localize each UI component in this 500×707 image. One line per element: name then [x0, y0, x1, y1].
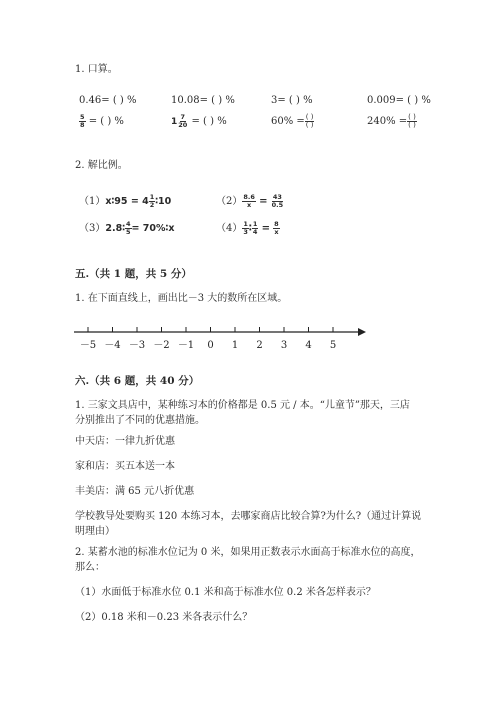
- fraction: $\frac{( )}{( )}$: [408, 113, 416, 129]
- number-line-label: －4: [104, 340, 121, 351]
- store-zhongtian: 中天店：一律九折优惠: [75, 436, 175, 447]
- sec6-q1-line2: 分别推出了不同的优惠措施。: [75, 415, 205, 426]
- number-line: [70, 322, 370, 352]
- sec6-q2-line1: 2. 某蓄水池的标准水位记为 0 米，如果用正数表示水面高于标准水位的高度，: [75, 547, 421, 558]
- proportion-1: （1）x∶95 = 4 $\frac{1}{2}$ ∶10: [79, 193, 172, 209]
- number-line-label: 4: [305, 340, 312, 351]
- fraction: $\frac{1}{2}$: [149, 193, 155, 209]
- q1-item-3: 3= ( ) %: [271, 95, 313, 106]
- q2-title: 2. 解比例。: [75, 160, 128, 171]
- fraction: $\frac{( )}{( )}$: [305, 113, 314, 129]
- q1-item-5: $\frac{5}{8}$ = ( ) %: [80, 113, 124, 129]
- sec5-q1: 1. 在下面直线上，画出比－3 大的数所在区域。: [75, 293, 288, 304]
- fraction: $\frac{1}{3}$: [243, 220, 248, 236]
- section-5-heading: 五.（共 1 题，共 5 分）: [75, 268, 192, 280]
- sec6-q2-line2: 那么：: [75, 562, 105, 573]
- proportion-2: （2） $\frac{8.6}{x}$ = $\frac{43}{0.5}$: [216, 193, 284, 209]
- number-line-label: 5: [329, 340, 337, 351]
- number-line-label: －3: [128, 340, 146, 351]
- proportion-4: （4） $\frac{1}{3}$ ∶ $\frac{1}{4}$ = $\frac{8}{x}$: [216, 220, 279, 236]
- number-line-label: 0: [207, 340, 214, 351]
- number-line-label: －1: [177, 340, 195, 351]
- sec6-q2-sub1: （1）水面低于标准水位 0.1 米和高于标准水位 0.2 米各怎样表示？: [75, 587, 376, 598]
- q1-title: 1. 口算。: [75, 64, 118, 75]
- store-fengmei: 丰美店：满 65 元八折优惠: [75, 486, 195, 497]
- fraction: $\frac{8.6}{x}$: [243, 193, 255, 209]
- fraction: $\frac{43}{0.5}$: [271, 193, 284, 209]
- number-line-label: 3: [280, 340, 288, 351]
- q1-item-8: 240% = $\frac{( )}{( )}$: [367, 113, 416, 129]
- q1-item-1: 0.46= ( ) %: [79, 95, 137, 106]
- sec6-q1-ask-line2: 明理由）: [75, 526, 115, 537]
- fraction: $\frac{1}{4}$: [252, 220, 258, 236]
- number-line-label: 1: [231, 340, 239, 351]
- q1-item-6: 1 $\frac{7}{20}$ = ( ) %: [171, 113, 227, 129]
- number-line-label: －2: [153, 340, 170, 351]
- sec6-q2-sub2: （2）0.18 米和－0.23 米各表示什么？: [75, 612, 253, 623]
- arrow-right-icon: [358, 328, 366, 336]
- fraction: $\frac{8}{x}$: [274, 220, 279, 236]
- number-line-label: －5: [79, 340, 97, 351]
- sec6-q1-line1: 1. 三家文具店中，某种练习本的价格都是 0.5 元 / 本。“儿童节”那天，三店: [75, 400, 410, 411]
- q1-item-7: 60% = $\frac{( )}{( )}$: [271, 113, 314, 129]
- section-6-heading: 六.（共 6 题，共 40 分）: [75, 375, 200, 387]
- q1-item-4: 0.009= ( ) %: [367, 95, 431, 106]
- q1-item-2: 10.08= ( ) %: [171, 95, 235, 106]
- store-jiahe: 家和店：买五本送一本: [75, 461, 175, 472]
- sec6-q1-ask-line1: 学校教导处要购买 120 本练习本，去哪家商店比较合算?为什么?（通过计算说: [75, 511, 422, 522]
- fraction: $\frac{7}{20}$: [178, 113, 188, 129]
- number-line-label: 2: [256, 340, 263, 351]
- fraction: $\frac{5}{8}$: [80, 113, 85, 129]
- proportion-3: （3）2.8∶ $\frac{4}{5}$ = 70%∶x: [79, 220, 175, 236]
- fraction: $\frac{4}{5}$: [126, 220, 131, 236]
